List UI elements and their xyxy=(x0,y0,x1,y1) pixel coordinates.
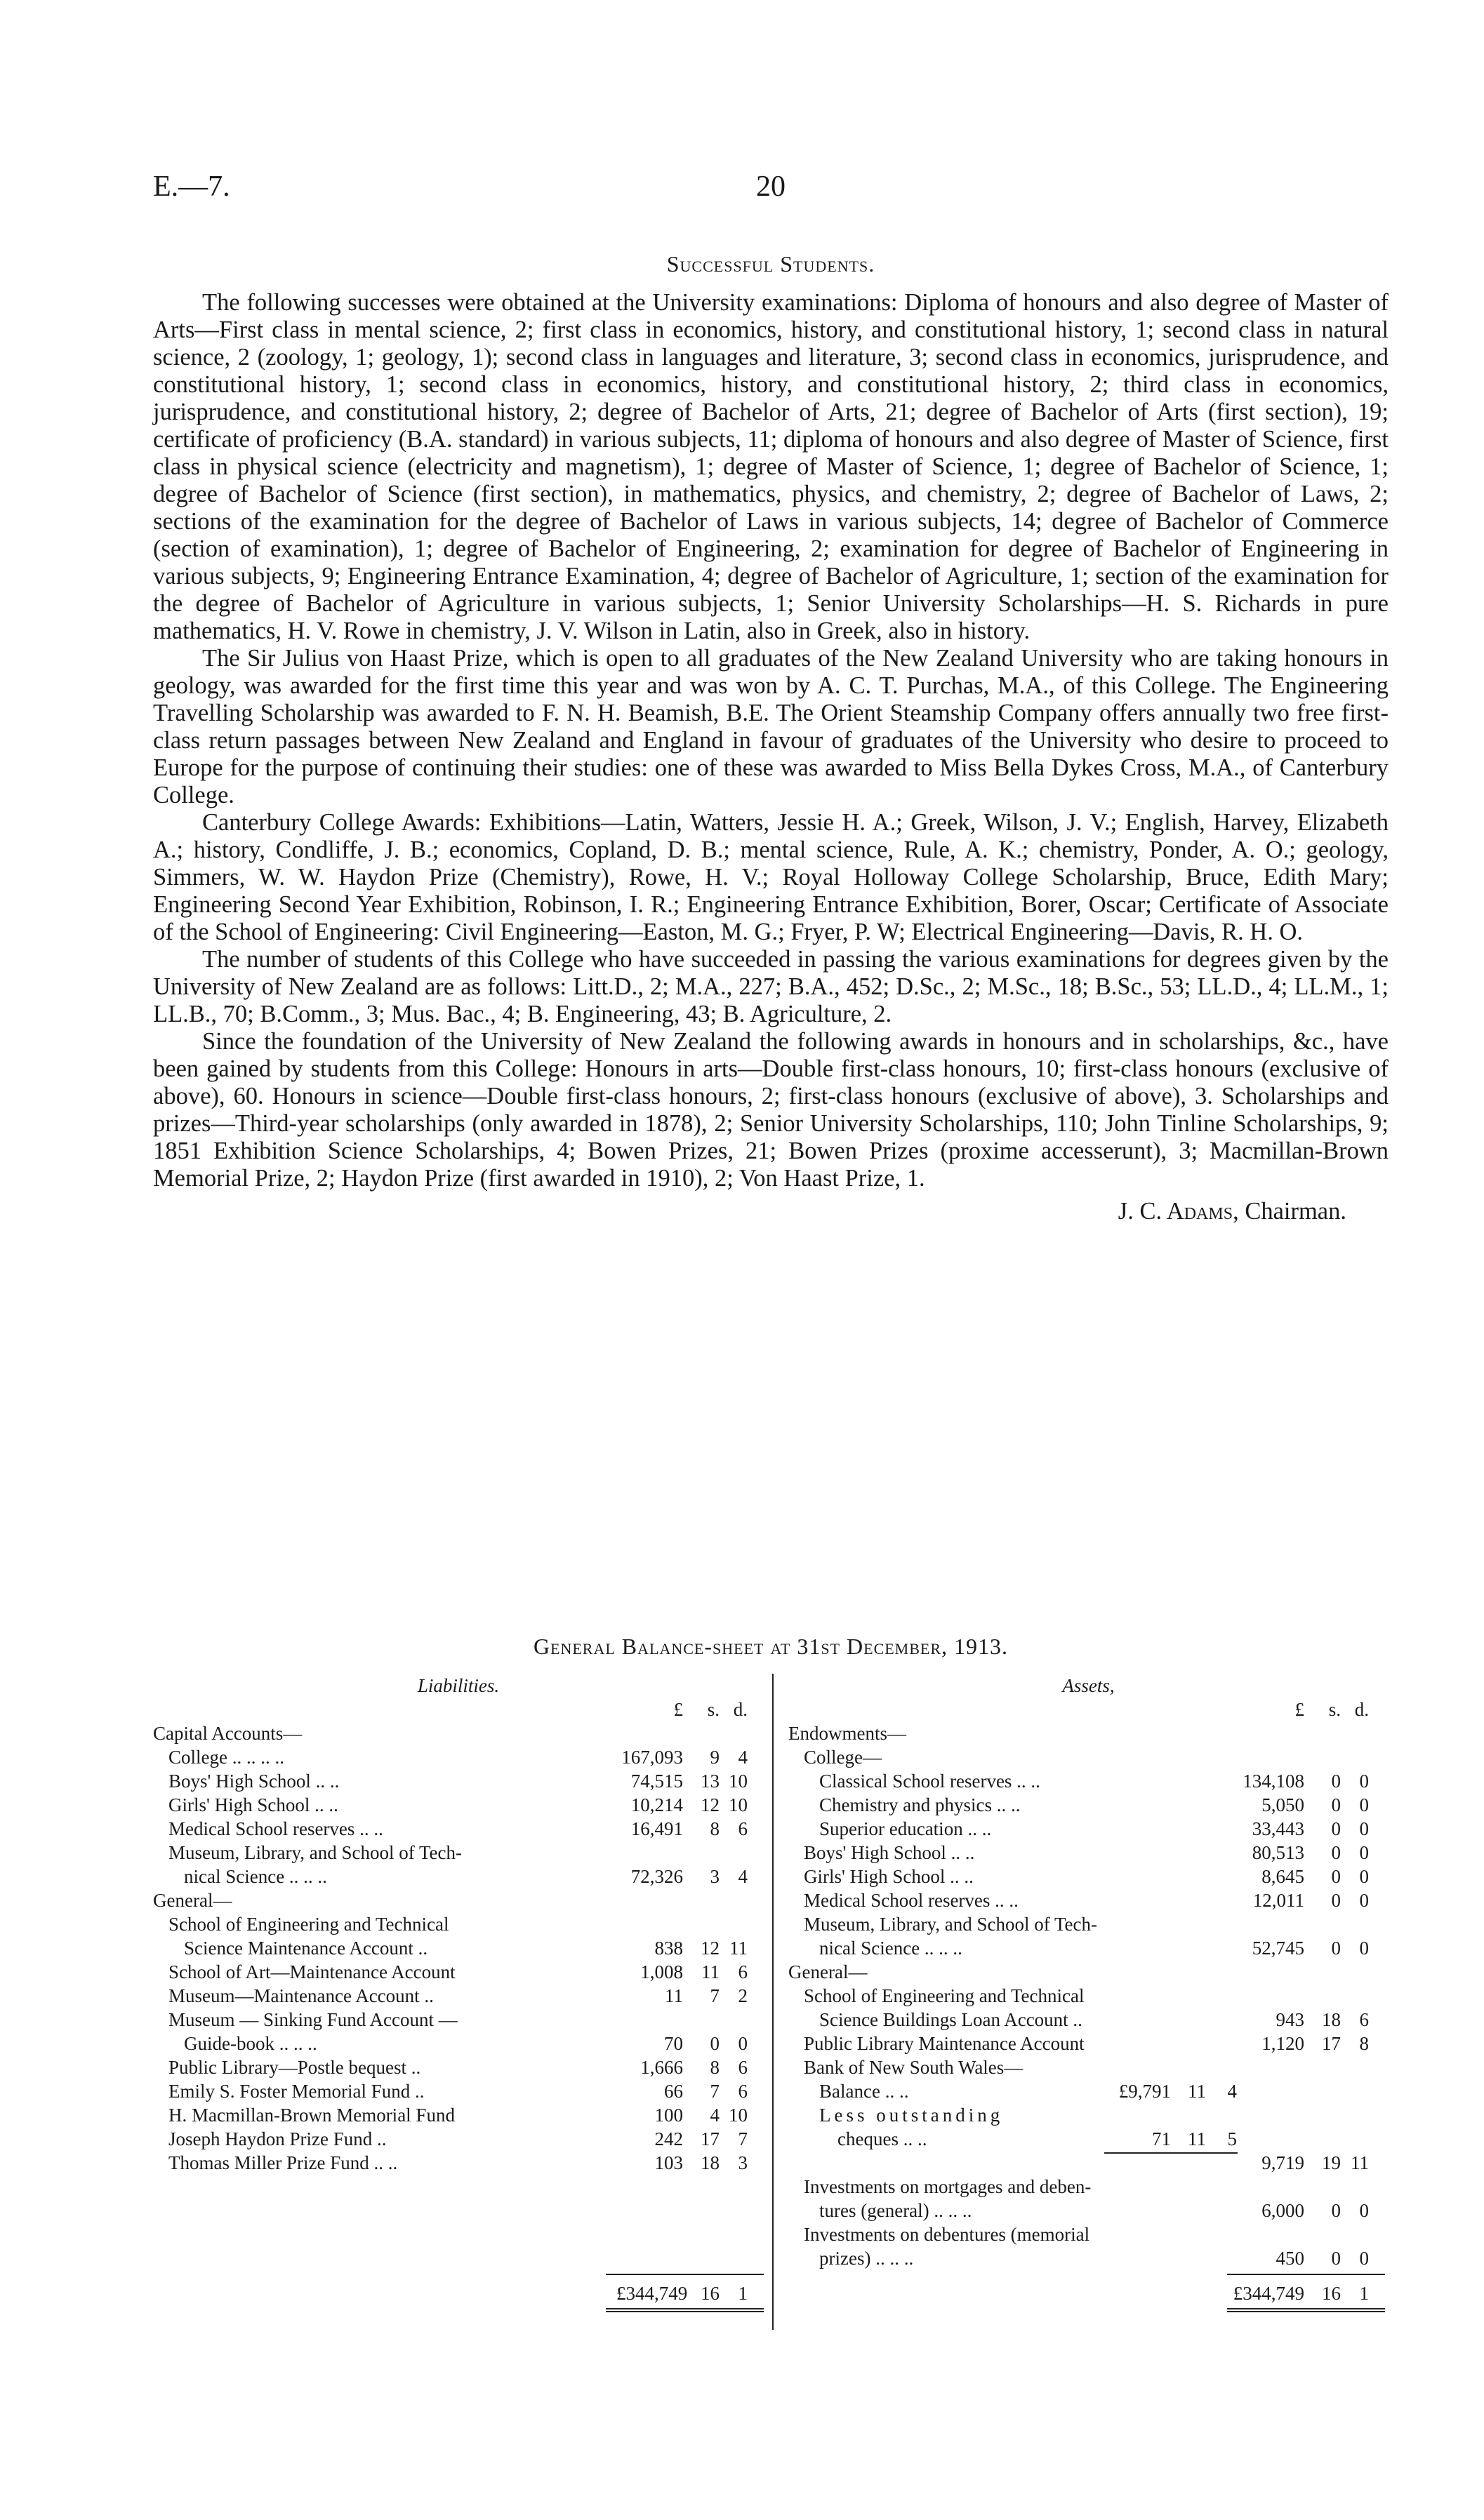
pence-header: d. xyxy=(733,1699,748,1720)
page-header xyxy=(153,170,1389,212)
amount-shillings: 18 xyxy=(1322,2009,1341,2030)
amount-shillings: 11 xyxy=(701,1961,720,1982)
assets-rows xyxy=(788,1721,1389,2079)
ledger-label: nical Science .. .. .. xyxy=(184,1866,327,1887)
amount-pounds: 66 xyxy=(664,2081,683,2102)
ledger-row xyxy=(788,1936,1389,1960)
ledger-row xyxy=(153,1769,764,1793)
total-shillings: 16 xyxy=(1322,2283,1341,2304)
pence-header: d. xyxy=(1354,1699,1369,1720)
bank-net-pence: 11 xyxy=(1351,2152,1369,2173)
ledger-row xyxy=(788,2246,1389,2270)
amount-pounds: 450 xyxy=(1276,2248,1304,2269)
amount-pounds: 6,000 xyxy=(1261,2200,1304,2221)
amount-pence: 6 xyxy=(738,2081,748,2102)
ledger-row xyxy=(788,1960,1389,1984)
bank-net-pounds: 9,719 xyxy=(1261,2152,1304,2173)
paragraph: Since the foundation of the University of New Zealand the following awards in honours and in scholarships, &c., have been gained by students from this College: Honours in arts—Double first-class honours, 10; first-class honours (exclusive of above), 60. Honours in science—Double first-class honours, 2; first-class honours (exclusive of above), 3. Scholarships and prizes—Third-year scholarships (only awarded in 1878), 2; Senior University Scholarships, 110; John Tinline Scholarships, 9; 1851 Exhibition Science Scholarships, 4; Bowen Prizes, 21; Bowen Prizes (proxime accesserunt), 3; Macmillan-Brown Memorial Prize, 2; Haydon Prize (first awarded in 1910), 2; Von Haast Prize, 1. xyxy=(153,1028,1389,1192)
amount-pounds: 8,645 xyxy=(1261,1866,1304,1887)
signatory-role: , Chairman. xyxy=(1233,1198,1346,1225)
amount-pence: 4 xyxy=(738,1866,748,1887)
ledger-row xyxy=(153,2008,764,2032)
total-pounds: £344,749 xyxy=(616,2283,688,2304)
ledger-row xyxy=(153,1865,764,1888)
ledger-label: Emily S. Foster Memorial Fund .. xyxy=(168,2081,425,2102)
amount-pence: 0 xyxy=(1359,1890,1369,1911)
successful-students-body xyxy=(153,289,1389,1225)
total-pence: 1 xyxy=(738,2283,748,2304)
ledger-label: School of Engineering and Technical xyxy=(168,1914,449,1935)
amount-pounds: 16,491 xyxy=(630,1818,683,1839)
ledger-row xyxy=(788,2008,1389,2032)
paragraph: Canterbury College Awards: Exhibitions—Latin, Watters, Jessie H. A.; Greek, Wilson, J. V.; English, Harvey, Elizabeth A.; history, Condliffe, J. B.; economics, Copland, D. B.; mental science, Rule, A. K.; chemistry, Ponder, A. O.; geology, Simmers, W. W. Haydon Prize (Chemistry), Rowe, H. V.; Royal Holloway College Scholarship, Bruce, Edith Mary; Engineering Second Year Exhibition, Robinson, I. R.; Engineering Entrance Exhibition, Borer, Oscar; Certificate of Associate of the School of Engineering: Civil Engineering—Easton, M. G.; Fryer, P. W; Electrical Engineering—Davis, R. H. O. xyxy=(153,809,1389,945)
paragraph: The number of students of this College who have succeeded in passing the various examinations for degrees given by the University of New Zealand are as follows: Litt.D., 2; M.A., 227; B.A., 452; D.Sc., 2; M.Sc., 18; B.Sc., 53; LL.D., 4; LL.M., 1; LL.B., 70; B.Comm., 3; Mus. Bac., 4; B. Engineering, 43; B. Agriculture, 2. xyxy=(153,946,1389,1027)
ledger-row xyxy=(788,1793,1389,1817)
ledger-row xyxy=(153,1912,764,1936)
liabilities-heading: Liabilities. xyxy=(417,1675,500,1696)
ledger-label: Boys' High School .. .. xyxy=(168,1771,340,1792)
ledger-row xyxy=(788,1817,1389,1841)
ledger-row xyxy=(153,1888,764,1912)
ledger-label: Girls' High School .. .. xyxy=(168,1794,338,1815)
ledger-label: Science Maintenance Account .. xyxy=(184,1938,428,1959)
bank-net-row xyxy=(788,2151,1389,2175)
assets-total-double-rule xyxy=(1227,2308,1385,2312)
balance-sheet xyxy=(153,1674,1389,2347)
ledger-row xyxy=(788,1865,1389,1888)
currency-header xyxy=(153,1698,764,1721)
ledger-label: Medical School reserves .. .. xyxy=(168,1818,383,1839)
ledger-label: Joseph Haydon Prize Fund .. xyxy=(168,2128,387,2149)
cheques-shillings: 11 xyxy=(1188,2128,1206,2149)
assets-column xyxy=(788,1674,1389,2270)
ledger-row xyxy=(788,1841,1389,1865)
amount-shillings: 8 xyxy=(710,2057,720,2078)
ledger-row xyxy=(788,1721,1389,1745)
amount-pence: 6 xyxy=(738,2057,748,2078)
amount-pounds: 1,666 xyxy=(640,2057,683,2078)
shillings-header: s. xyxy=(1328,1699,1341,1720)
ledger-row xyxy=(153,2103,764,2127)
page-number: 20 xyxy=(756,171,786,203)
ledger-row xyxy=(153,1960,764,1984)
amount-shillings: 0 xyxy=(1331,1938,1341,1959)
ledger-label: Guide-book .. .. .. xyxy=(184,2033,317,2054)
amount-pence: 8 xyxy=(1359,2033,1369,2054)
pounds-header: £ xyxy=(673,1699,683,1720)
amount-pounds: 103 xyxy=(654,2152,683,2173)
amount-pence: 6 xyxy=(738,1961,748,1982)
amount-pence: 0 xyxy=(1359,1794,1369,1815)
assets-heading: Assets, xyxy=(1062,1675,1115,1696)
amount-pounds: 80,513 xyxy=(1252,1842,1304,1863)
ledger-label: tures (general) .. .. .. xyxy=(819,2200,972,2221)
ledger-label: Public Library Maintenance Account xyxy=(804,2033,1085,2054)
ledger-row xyxy=(788,2175,1389,2199)
amount-pence: 0 xyxy=(738,2033,748,2054)
assets-total xyxy=(788,2281,1389,2305)
ledger-label: Thomas Miller Prize Fund .. .. xyxy=(168,2152,398,2173)
ledger-label: Public Library—Postle bequest .. xyxy=(168,2057,421,2078)
bank-balance-pence: 4 xyxy=(1227,2081,1237,2102)
ledger-label: General— xyxy=(788,1961,868,1982)
amount-shillings: 17 xyxy=(1322,2033,1341,2054)
ledger-label: Museum — Sinking Fund Account — xyxy=(168,2009,458,2030)
amount-pounds: 100 xyxy=(654,2105,683,2126)
cheques-pence: 5 xyxy=(1227,2128,1237,2149)
ledger-label: Boys' High School .. .. xyxy=(804,1842,975,1863)
amount-pounds: 838 xyxy=(654,1938,683,1959)
amount-pounds: 12,011 xyxy=(1252,1890,1304,1911)
ledger-label: Science Buildings Loan Account .. xyxy=(819,2009,1082,2030)
amount-pence: 11 xyxy=(729,1938,748,1959)
signatory-name: J. C. Adams xyxy=(1118,1198,1233,1225)
ledger-row xyxy=(788,2032,1389,2055)
ledger-row xyxy=(153,1721,764,1745)
ledger-label: Chemistry and physics .. .. xyxy=(819,1794,1021,1815)
ledger-label: Endowments— xyxy=(788,1723,906,1744)
amount-shillings: 0 xyxy=(1331,1771,1341,1792)
ledger-row xyxy=(153,1841,764,1865)
amount-pence: 0 xyxy=(1359,2200,1369,2221)
ledger-label: Museum—Maintenance Account .. xyxy=(168,1985,434,2006)
ledger-row xyxy=(788,2222,1389,2246)
amount-pence: 0 xyxy=(1359,2248,1369,2269)
amount-pounds: 134,108 xyxy=(1243,1771,1304,1792)
amount-pounds: 1,008 xyxy=(640,1961,683,1982)
amount-pence: 0 xyxy=(1359,1771,1369,1792)
liabilities-rows xyxy=(153,1721,764,2175)
amount-shillings: 7 xyxy=(710,1985,720,2006)
bank-balance-row xyxy=(788,2079,1389,2103)
ledger-label: Capital Accounts— xyxy=(153,1723,303,1744)
total-pence: 1 xyxy=(1359,2283,1369,2304)
bank-less-label: Less outstanding xyxy=(819,2105,1004,2126)
ledger-row xyxy=(788,2055,1389,2079)
ledger-label: School of Engineering and Technical xyxy=(804,1985,1085,2006)
ledger-row xyxy=(788,2199,1389,2222)
ledger-label: Museum, Library, and School of Tech- xyxy=(168,1842,463,1863)
ledger-row xyxy=(153,2127,764,2151)
total-shillings: 16 xyxy=(701,2283,720,2304)
bank-cheques-label: cheques .. .. xyxy=(837,2128,927,2149)
amount-shillings: 12 xyxy=(701,1794,720,1815)
amount-pence: 0 xyxy=(1359,1866,1369,1887)
amount-pounds: 33,443 xyxy=(1252,1818,1304,1839)
ledger-label: H. Macmillan-Brown Memorial Fund xyxy=(168,2105,455,2126)
page-code: E.—7. xyxy=(153,171,230,203)
liabilities-total-double-rule xyxy=(606,2308,764,2312)
amount-pence: 7 xyxy=(738,2128,748,2149)
amount-pence: 3 xyxy=(738,2152,748,2173)
amount-pence: 0 xyxy=(1359,1818,1369,1839)
amount-shillings: 12 xyxy=(701,1938,720,1959)
column-divider xyxy=(772,1674,774,2330)
ledger-label: prizes) .. .. .. xyxy=(819,2248,914,2269)
amount-shillings: 17 xyxy=(701,2128,720,2149)
ledger-label: School of Art—Maintenance Account xyxy=(168,1961,456,1982)
ledger-label: General— xyxy=(153,1890,232,1911)
currency-header xyxy=(788,1698,1389,1721)
paragraph: The following successes were obtained at the University examinations: Diploma of honours and also degree of Master of Arts—First class in mental science, 2; first class in economics, history, and constitutional history, 1; second class in natural science, 2 (zoology, 1; geology, 1); second class in languages and literature, 3; second class in economics, jurisprudence, and constitutional history, 1; second class in economics, history, and constitutional history, 2; third class in economics, jurisprudence, and constitutional history, 2; degree of Bachelor of Arts, 21; degree of Bachelor of Arts (first section), 19; certificate of proficiency (B.A. standard) in various subjects, 11; diploma of honours and also degree of Master of Science, first class in physical science (electricity and magnetism), 1; degree of Master of Science, 1; degree of Bachelor of Science, 1; degree of Bachelor of Science (first section), in mathematics, physics, and chemistry, 2; degree of Bachelor of Laws, 2; sections of the examination for the degree of Bachelor of Laws in various subjects, 14; degree of Bachelor of Commerce (section of examination), 1; degree of Bachelor of Engineering, 2; examination for degree of Bachelor of Engineering in various subjects, 9; Engineering Entrance Examination, 4; degree of Bachelor of Agriculture, 1; section of the examination for the degree of Bachelor of Agriculture in various subjects, 1; Senior University Scholarships—H. S. Richards in pure mathematics, H. V. Rowe in chemistry, J. V. Wilson in Latin, also in Greek, also in history. xyxy=(153,289,1389,644)
amount-shillings: 0 xyxy=(1331,1890,1341,1911)
amount-pounds: 11 xyxy=(665,1985,683,2006)
amount-shillings: 18 xyxy=(701,2152,720,2173)
amount-pounds: 70 xyxy=(664,2033,683,2054)
ledger-row xyxy=(153,2079,764,2103)
amount-shillings: 0 xyxy=(1331,1866,1341,1887)
amount-shillings: 0 xyxy=(1331,2248,1341,2269)
ledger-label: Bank of New South Wales— xyxy=(804,2057,1023,2078)
ledger-row xyxy=(153,1984,764,2008)
ledger-label: Investments on debentures (memorial xyxy=(804,2224,1090,2245)
amount-pounds: 52,745 xyxy=(1252,1938,1304,1959)
cheques-pounds: 71 xyxy=(1152,2128,1171,2149)
amount-pence: 6 xyxy=(738,1818,748,1839)
bank-less-row xyxy=(788,2103,1389,2127)
amount-shillings: 7 xyxy=(710,2081,720,2102)
amount-shillings: 0 xyxy=(1331,1794,1341,1815)
bank-balance-pounds: £9,791 xyxy=(1118,2081,1171,2102)
shillings-header: s. xyxy=(707,1699,720,1720)
paragraph: The Sir Julius von Haast Prize, which is open to all graduates of the New Zealand University who are taking honours in geology, was awarded for the first time this year and was won by A. C. T. Purchas, M.A., of this College. The Engineering Travelling Scholarship was awarded to F. N. H. Beamish, B.E. The Orient Steamship Company offers annually two free first-class return passages between New Zealand and England in favour of graduates of the University who desire to proceed to Europe for the purpose of continuing their studies: one of these was awarded to Miss Bella Dykes Cross, M.A., of Canterbury College. xyxy=(153,645,1389,808)
amount-pence: 10 xyxy=(729,2105,748,2126)
signature xyxy=(153,1198,1389,1225)
liabilities-column xyxy=(153,1674,764,2175)
amount-pounds: 10,214 xyxy=(630,1794,683,1815)
amount-pence: 0 xyxy=(1359,1842,1369,1863)
ledger-row xyxy=(788,1984,1389,2008)
amount-shillings: 0 xyxy=(1331,2200,1341,2221)
ledger-label: Classical School reserves .. .. xyxy=(819,1771,1040,1792)
ledger-row xyxy=(153,1817,764,1841)
ledger-label: College .. .. .. .. xyxy=(168,1747,284,1768)
amount-pence: 6 xyxy=(1359,2009,1369,2030)
amount-pence: 0 xyxy=(1359,1938,1369,1959)
liabilities-total xyxy=(153,2281,764,2305)
ledger-label: Medical School reserves .. .. xyxy=(804,1890,1019,1911)
amount-pence: 4 xyxy=(738,1747,748,1768)
assets-total-rule xyxy=(1227,2274,1385,2275)
ledger-label: Museum, Library, and School of Tech- xyxy=(804,1914,1098,1935)
ledger-row xyxy=(153,1745,764,1769)
bank-cheques-row xyxy=(788,2127,1389,2151)
assets-rows-after xyxy=(788,2175,1389,2270)
amount-pounds: 242 xyxy=(654,2128,683,2149)
ledger-row xyxy=(788,1769,1389,1793)
amount-shillings: 8 xyxy=(710,1818,720,1839)
amount-shillings: 0 xyxy=(710,2033,720,2054)
ledger-label: Girls' High School .. .. xyxy=(804,1866,974,1887)
amount-shillings: 9 xyxy=(710,1747,720,1768)
amount-pounds: 5,050 xyxy=(1261,1794,1304,1815)
bank-balance-shillings: 11 xyxy=(1188,2081,1206,2102)
amount-pounds: 1,120 xyxy=(1261,2033,1304,2054)
ledger-row xyxy=(788,1745,1389,1769)
amount-shillings: 3 xyxy=(710,1866,720,1887)
ledger-row xyxy=(153,2032,764,2055)
balance-sheet-title: General Balance-sheet at 31st December, 1913. xyxy=(533,1634,1009,1659)
amount-shillings: 4 xyxy=(710,2105,720,2126)
ledger-label: nical Science .. .. .. xyxy=(819,1938,962,1959)
ledger-row xyxy=(153,2151,764,2175)
ledger-label: Investments on mortgages and deben- xyxy=(804,2176,1092,2197)
ledger-row xyxy=(153,2055,764,2079)
ledger-label: College— xyxy=(804,1747,882,1768)
amount-pounds: 943 xyxy=(1276,2009,1304,2030)
liabilities-total-rule xyxy=(606,2274,764,2275)
amount-pence: 10 xyxy=(729,1771,748,1792)
ledger-row xyxy=(153,1793,764,1817)
ledger-row xyxy=(788,1912,1389,1936)
ledger-row xyxy=(788,1888,1389,1912)
amount-shillings: 13 xyxy=(701,1771,720,1792)
ledger-row xyxy=(153,1936,764,1960)
amount-pounds: 167,093 xyxy=(621,1747,683,1768)
total-pounds: £344,749 xyxy=(1233,2283,1304,2304)
amount-pence: 2 xyxy=(738,1985,748,2006)
amount-shillings: 0 xyxy=(1331,1842,1341,1863)
amount-pounds: 72,326 xyxy=(630,1866,683,1887)
bank-balance-label: Balance .. .. xyxy=(819,2081,909,2102)
amount-pounds: 74,515 xyxy=(630,1771,683,1792)
amount-shillings: 0 xyxy=(1331,1818,1341,1839)
ledger-label: Superior education .. .. xyxy=(819,1818,992,1839)
pounds-header: £ xyxy=(1294,1699,1304,1720)
amount-pence: 10 xyxy=(729,1794,748,1815)
section-title: Successful Students. xyxy=(666,251,875,276)
bank-net-shillings: 19 xyxy=(1322,2152,1341,2173)
